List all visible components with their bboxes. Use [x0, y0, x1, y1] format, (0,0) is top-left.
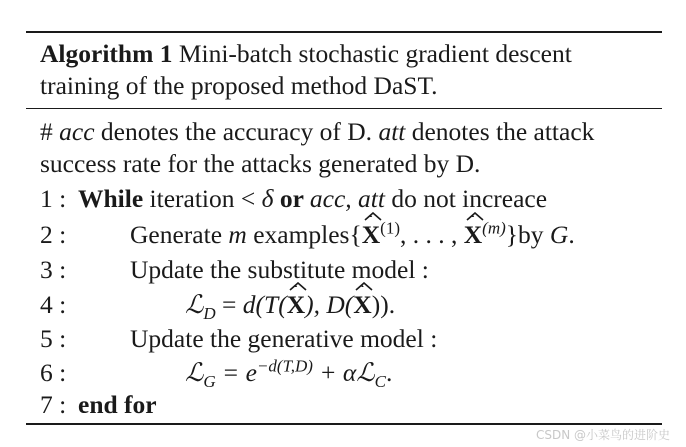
comment-block [40, 116, 670, 180]
caption-line1: Mini-batch stochastic gradient descent [172, 39, 572, 68]
top-rule [26, 31, 662, 33]
step-number: 1 : [40, 184, 67, 213]
loss-symbol-c: ℒ [356, 358, 375, 387]
step-number: 6 : [40, 358, 67, 387]
loss-subscript: D [203, 304, 216, 324]
keyword-or: or [273, 184, 310, 213]
algorithm-caption [40, 38, 660, 102]
comment-line2: success rate for the attacks generated by D. [40, 149, 481, 178]
x-hat-symbol: X [362, 218, 380, 252]
step-number: 3 : [40, 255, 67, 284]
close-paren: )). [371, 290, 396, 319]
delta-symbol: δ [261, 184, 274, 213]
func-d: d [242, 290, 256, 319]
period: . [568, 220, 575, 249]
x-hat-symbol: X [287, 288, 305, 322]
middle-rule [26, 108, 662, 109]
comment-text-b: denotes the attack [405, 117, 595, 146]
comment-hash: # [40, 117, 60, 146]
step-text: Generate [130, 220, 229, 249]
x-hat-symbol: X [464, 218, 482, 252]
var-g: G [549, 220, 569, 249]
step-text: Update the substitute model : [130, 255, 429, 284]
keyword-while: While [78, 184, 144, 213]
superscript-1: (1) [380, 218, 400, 238]
func-t: (T( [255, 290, 287, 319]
func-d2: ), D( [305, 290, 354, 319]
period: . [386, 358, 393, 387]
step-number: 5 : [40, 324, 67, 353]
plus-alpha: + α [312, 358, 357, 387]
comment-att: att [378, 117, 406, 146]
step-text-c: }by [505, 220, 550, 249]
comment-text-a: denotes the accuracy of D. [94, 117, 379, 146]
loss-symbol: ℒ [185, 358, 204, 387]
exponent: −d(T,D) [256, 356, 313, 376]
step-vars: acc, att [309, 184, 385, 213]
bottom-rule [26, 423, 662, 425]
step-number: 2 : [40, 220, 67, 249]
loss-symbol: ℒ [185, 290, 204, 319]
watermark: CSDN @小菜鸟的进阶史 [535, 428, 670, 442]
caption-line2: training of the proposed method DaST. [40, 71, 438, 100]
step-text-b: examples{ [246, 220, 362, 249]
step-number: 4 : [40, 290, 67, 319]
equals-e: = e [215, 358, 257, 387]
keyword-end-for: end for [78, 390, 157, 419]
step-text: iteration < [143, 184, 262, 213]
step-number: 7 : [40, 390, 67, 419]
comment-acc: acc [59, 117, 95, 146]
loss-subscript-c: C [374, 372, 387, 392]
var-m: m [228, 220, 247, 249]
step-text-b: do not increace [384, 184, 548, 213]
equals: = [215, 290, 243, 319]
algorithm-label: Algorithm 1 [40, 39, 173, 68]
loss-subscript: G [203, 372, 216, 392]
ellipsis: , . . . , [399, 220, 464, 249]
superscript-m: (m) [482, 218, 506, 238]
step-text: Update the generative model : [130, 324, 438, 353]
x-hat-symbol: X [353, 288, 371, 322]
